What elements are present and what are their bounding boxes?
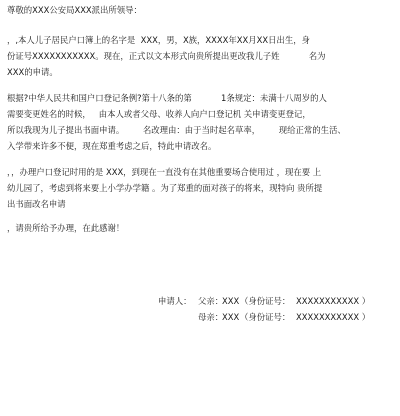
applicant-label: 申请人： bbox=[158, 296, 192, 306]
mother-id-label: （身份证号： bbox=[240, 312, 291, 322]
paragraph-3-line-2: 幼儿园了，考虑到将来要上小学办学籍 。为了郑重的面对孩子的将来，现特向 贵所提 bbox=[7, 183, 323, 193]
mother-id-value: XXXXXXXXXXX ） bbox=[296, 312, 371, 322]
paragraph-2-line-4: 入学带来许多不便，现在郑重考虑之后，特此申请改名。 bbox=[7, 141, 217, 151]
father-label: 父亲： bbox=[198, 296, 224, 306]
salutation: 尊敬的XXX公安局XXX派出所领导： bbox=[7, 5, 142, 15]
paragraph-2-line-1: 根据?中华人民共和国户口登记条例?第十八条的第 1条规定：未满十八周岁的人 bbox=[7, 93, 327, 103]
father-id-label: （身份证号： bbox=[240, 296, 291, 306]
father-id-value: XXXXXXXXXXX ） bbox=[296, 296, 371, 306]
mother-label: 母亲： bbox=[198, 312, 224, 322]
paragraph-3-line-1: ，，办理户口登记时用的是 XXX，到现在一直没有在其他重要场合使用过 ，现在要 上 bbox=[7, 167, 322, 177]
closing-line: ，请贵所给予办理，在此感谢！ bbox=[7, 223, 125, 233]
paragraph-1-line-2: 份证号XXXXXXXXXXX。现在，正式以文本形式向贵所提出更改我儿子姓 名为 bbox=[7, 51, 326, 61]
paragraph-1-line-3: XXX的申请。 bbox=[7, 67, 58, 77]
father-name: XXX bbox=[222, 296, 240, 306]
paragraph-1-line-1: ，,本人儿子居民户口簿上的名字是 XXX，男，X族，XXXX年XX月XX日出生，身 bbox=[7, 35, 310, 45]
paragraph-2-line-3: 所以我现为儿子提出书面申请。 名改理由：由于当时起名草率， 现给正常的生活、 bbox=[7, 125, 346, 135]
paragraph-3-line-3: 出书面改名申请 bbox=[7, 199, 66, 209]
mother-name: XXX bbox=[222, 312, 240, 322]
paragraph-2-line-2: 需要变更姓名的时候， 由本人或者父母、收养人向户口登记机 关申请变更登记， bbox=[7, 109, 311, 119]
